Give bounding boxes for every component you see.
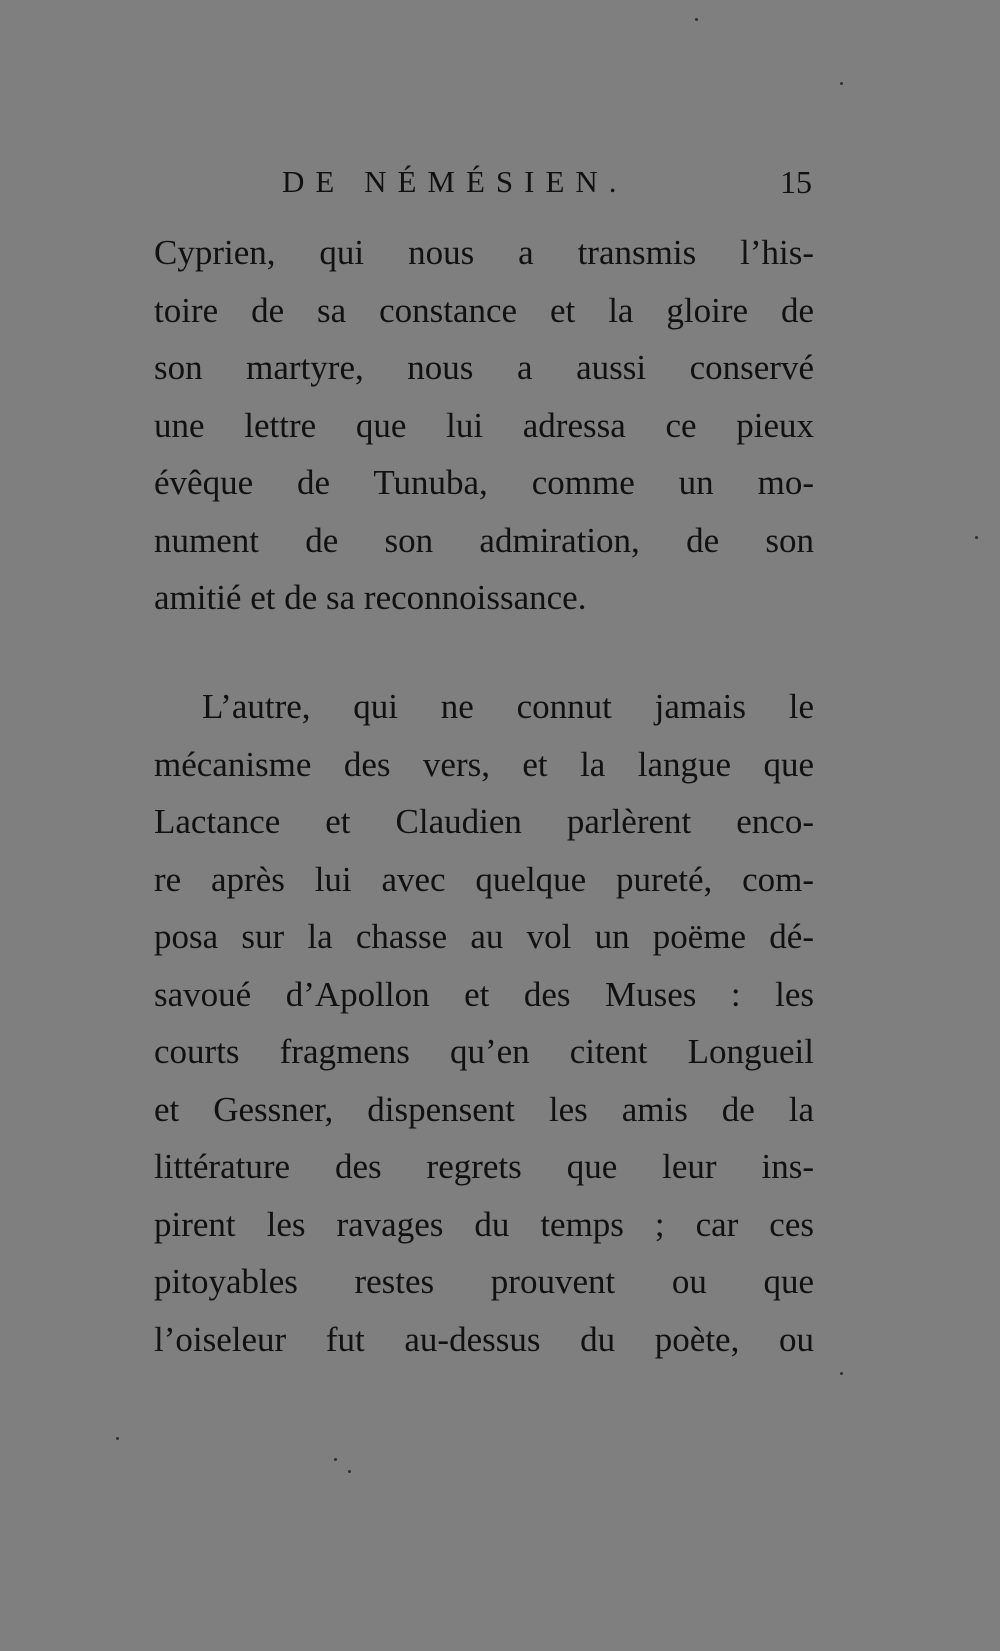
text-line: évêque de Tunuba, comme un mo- xyxy=(154,463,814,502)
scan-speck xyxy=(695,18,698,21)
text-line: une lettre que lui adressa ce pieux xyxy=(154,405,814,445)
scan-speck xyxy=(975,536,978,539)
running-header xyxy=(282,160,812,204)
text-line: courts fragmens qu’en citent Longueil xyxy=(154,1032,814,1071)
scan-speck xyxy=(348,1470,351,1473)
text-line: son martyre, nous a aussi conservé xyxy=(154,348,814,387)
scan-speck xyxy=(116,1437,119,1440)
page-number: 15 xyxy=(780,164,812,200)
text-line: savoué d’Apollon et des Muses : les xyxy=(154,974,814,1014)
text-line: pitoyables restes prouvent ou que xyxy=(154,1262,814,1301)
scan-speck xyxy=(334,1458,337,1461)
text-line: toire de sa constance et la gloire de xyxy=(154,290,814,330)
scan-speck xyxy=(840,82,843,85)
paragraph-2 xyxy=(154,678,814,1368)
text-line: L’autre, qui ne connut jamais le xyxy=(202,687,814,726)
paragraph-1 xyxy=(154,224,814,627)
text-line: amitié et de sa reconnoissance. xyxy=(154,578,587,617)
text-line: re après lui avec quelque pureté, com- xyxy=(154,859,814,899)
text-line: nument de son admiration, de son xyxy=(154,520,814,560)
text-line: littérature des regrets que leur ins- xyxy=(154,1147,814,1186)
running-title: DE NÉMÉSIEN. xyxy=(282,164,628,199)
text-line: mécanisme des vers, et la langue que xyxy=(154,744,814,784)
text-line: et Gessner, dispensent les amis de la xyxy=(154,1089,814,1129)
text-line: pirent les ravages du temps ; car ces xyxy=(154,1204,814,1244)
text-line: posa sur la chasse au vol un poëme dé- xyxy=(154,917,814,956)
text-line: Cyprien, qui nous a transmis l’his- xyxy=(154,233,814,272)
text-line: l’oiseleur fut au-dessus du poète, ou xyxy=(154,1319,814,1359)
text-line: Lactance et Claudien parlèrent enco- xyxy=(154,802,814,841)
scan-speck xyxy=(840,1372,843,1375)
